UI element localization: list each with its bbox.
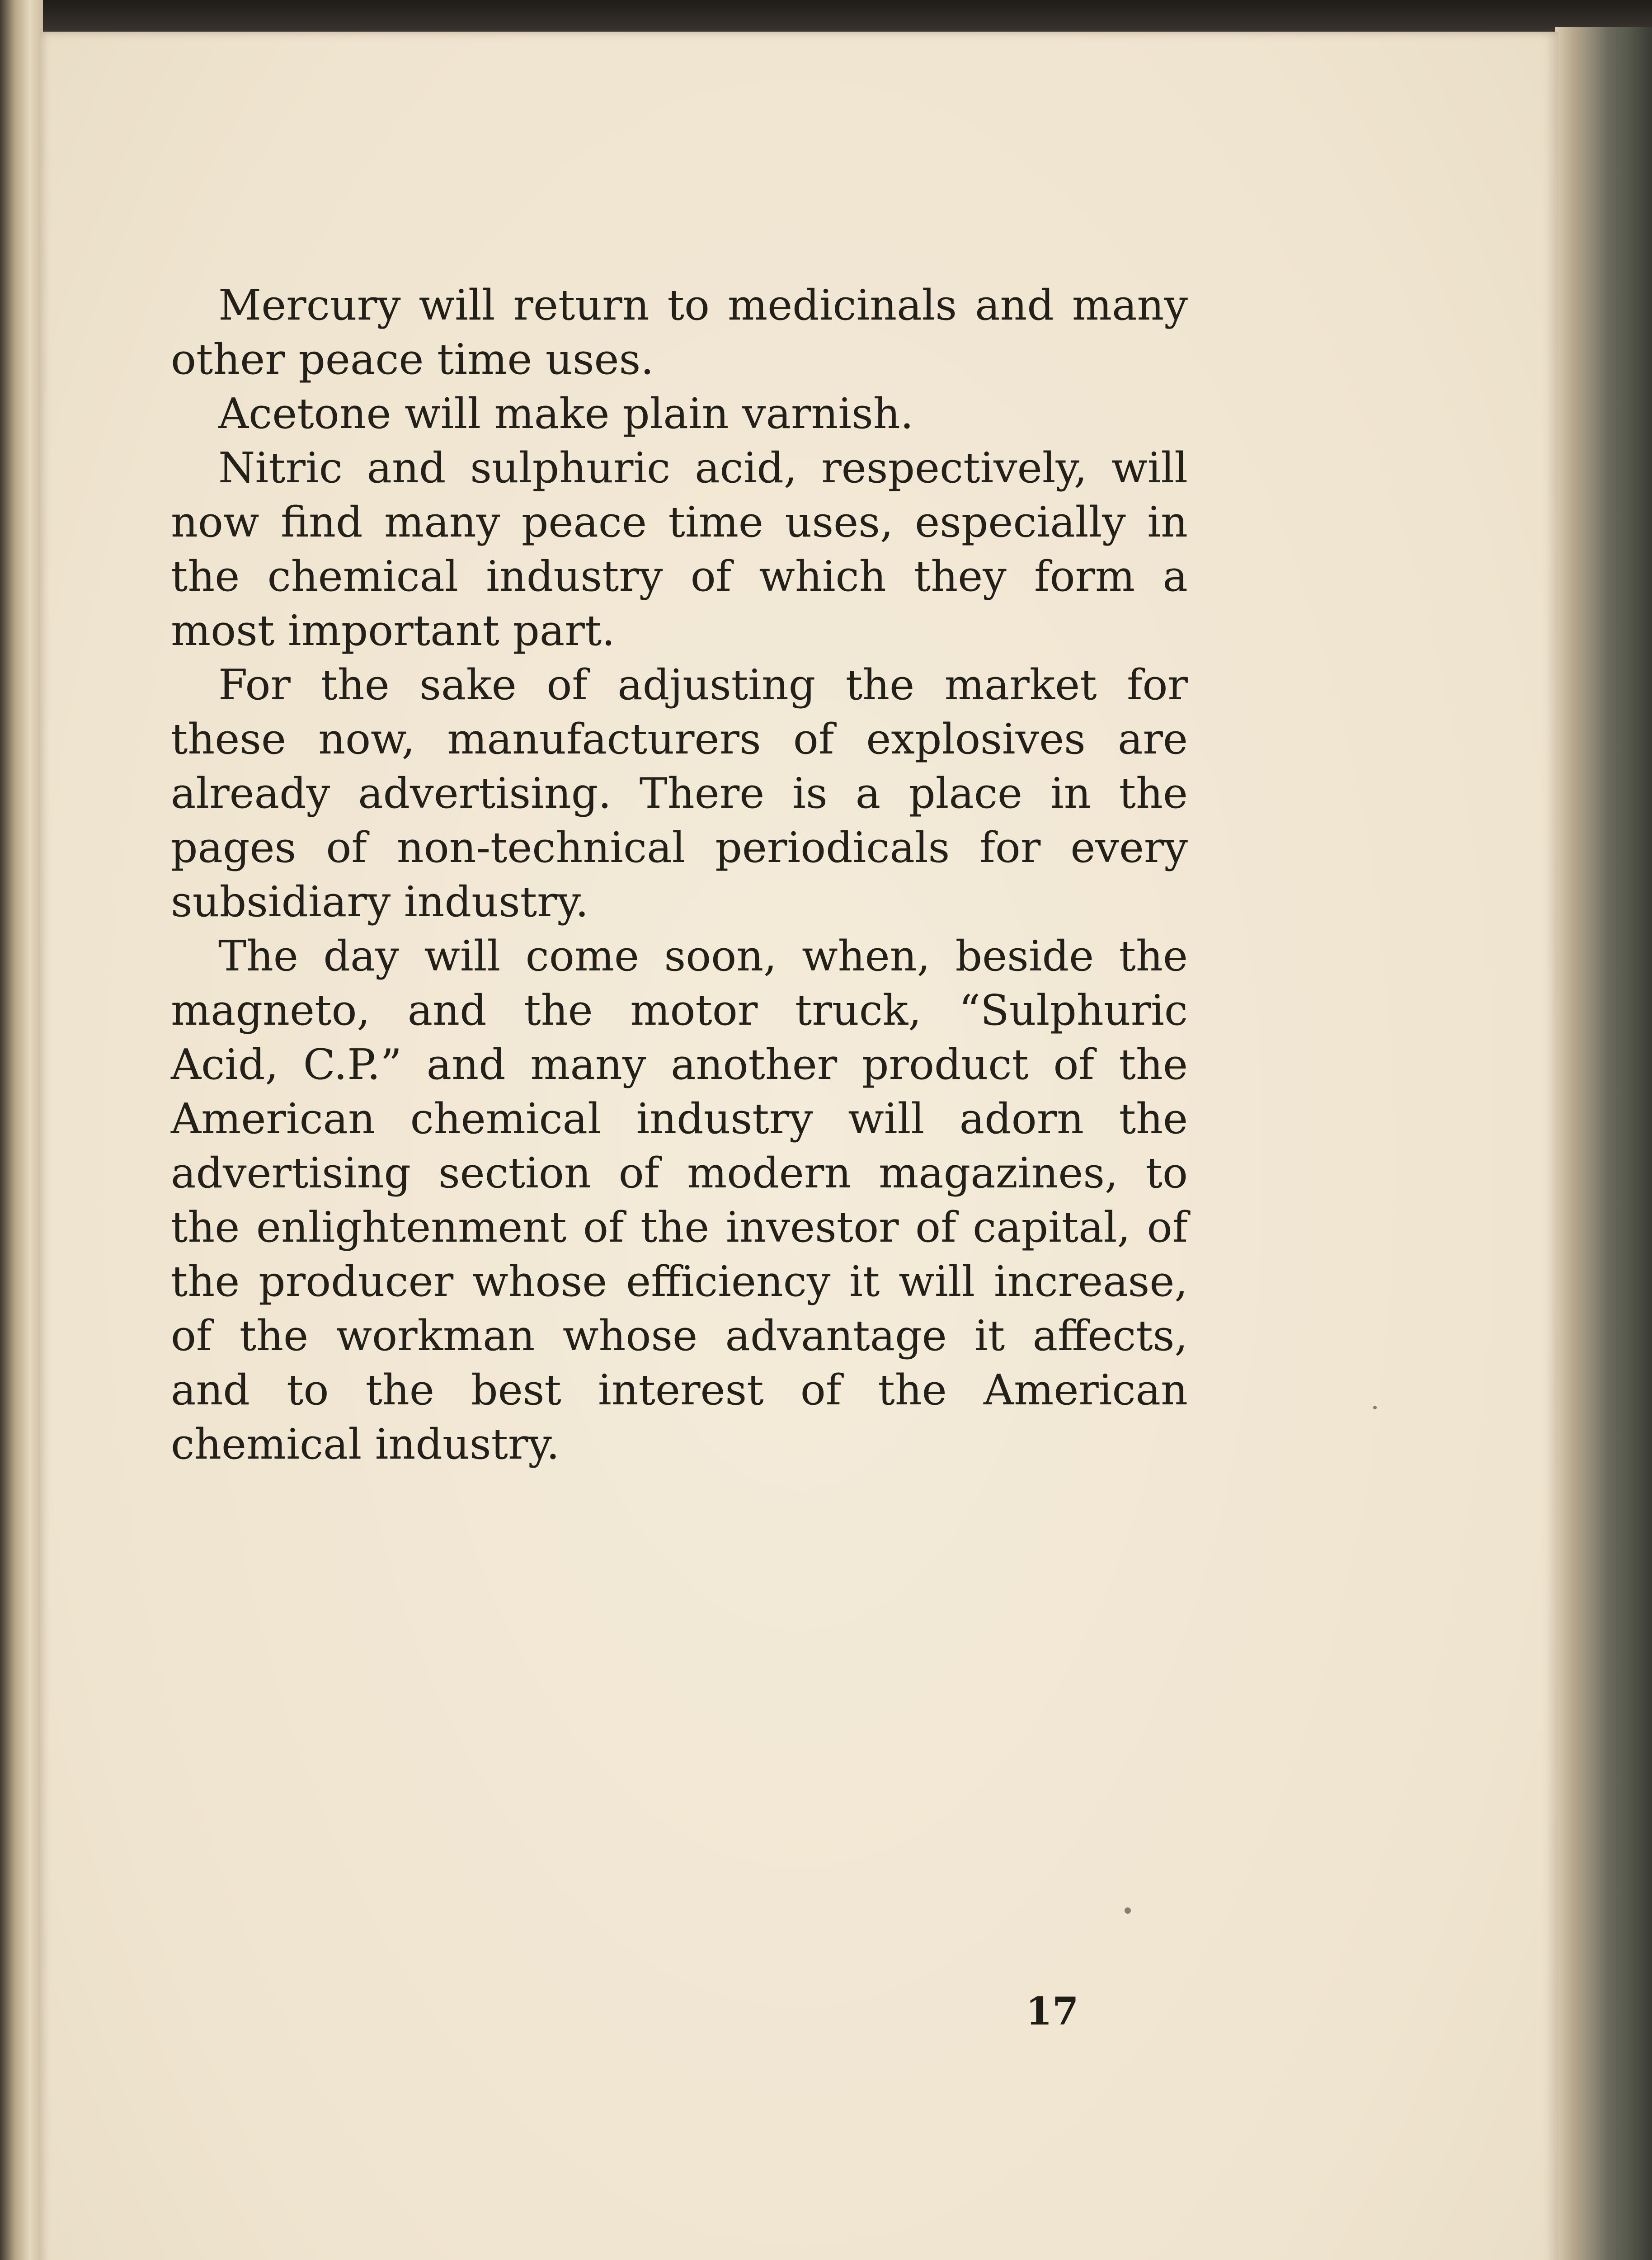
paragraph-acetone: Acetone will make plain varnish. bbox=[218, 389, 914, 438]
paragraph-advertising: For the sake of adjusting the market for these now, manufacturers of explosives are already advertising. There is a place in the pages of non-technical periodicals for every subsidiary industry. bbox=[171, 660, 1188, 926]
body-text bbox=[171, 278, 1188, 1471]
paragraph-future: The day will come soon, when, beside the magneto, and the motor truck, “Sulphuric Acid, C.P.” and many another product of the American chemical industry will adorn the advertising section of modern magazines, to the enlightenment of the investor of capital, of the producer whose efficiency it will increase, of the workman whose advantage it affects, and to the best interest of the American chemical industry. bbox=[171, 932, 1188, 1469]
paper-speck bbox=[1373, 1406, 1377, 1409]
paragraph-nitric-sulphuric: Nitric and sulphuric acid, respectively, will now find many peace time uses, especially in the chemical industry of which they form a most important part. bbox=[171, 443, 1188, 655]
left-binding-edge bbox=[0, 0, 43, 2260]
scan-top-edge bbox=[0, 0, 1652, 34]
paper-speck bbox=[1125, 1907, 1131, 1914]
page-number: 17 bbox=[1026, 1989, 1079, 2034]
paragraph-mercury: Mercury will return to medicinals and many other peace time uses. bbox=[171, 281, 1188, 384]
book-page bbox=[40, 32, 1558, 2260]
right-cover-edge bbox=[1555, 27, 1652, 2260]
